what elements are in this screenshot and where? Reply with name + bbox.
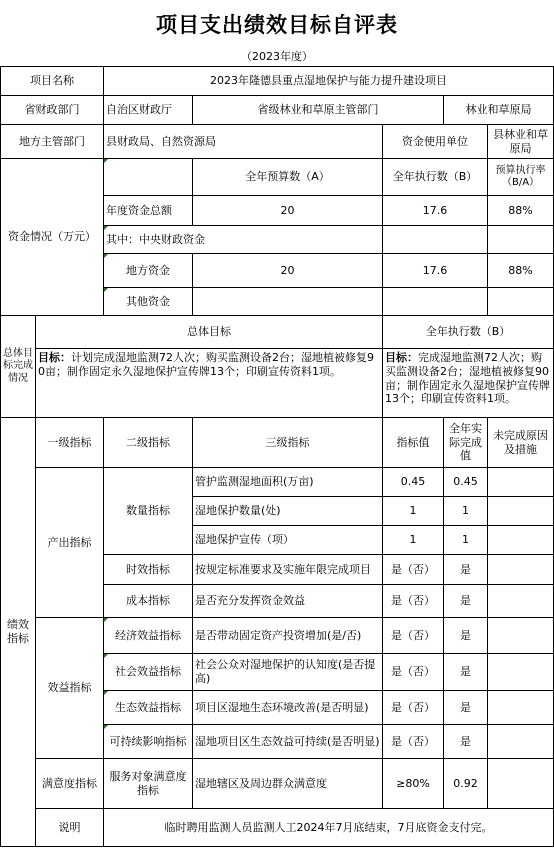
indicator-reason [488, 526, 554, 555]
goal-target-text [36, 349, 383, 418]
goal-exec-body: 完成湿地监测72人次；购买监测设备2台；湿地植被修复90亩；制作固定永久湿地保护宣传牌13个；印刷宣传资料1项。 [385, 351, 550, 406]
note-label: 说明 [36, 809, 104, 847]
goal-col-target: 总体目标 [36, 316, 383, 349]
indicator-reason [488, 725, 554, 759]
form-year: （2023年度） [241, 50, 313, 63]
indicator-reason [488, 585, 554, 618]
satisfaction-sub-label: 服务对象满意度指标 [104, 759, 193, 809]
goal-exec-prefix: 目标： [385, 351, 418, 364]
indicator-reason [488, 759, 554, 809]
funds-row-budget: 20 [193, 196, 383, 226]
goal-exec-text [383, 349, 554, 418]
local-dept-label: 地方主管部门 [1, 125, 104, 159]
provincial-dept-label: 省级林业和草原主管部门 [193, 96, 444, 125]
funds-label: 资金情况（万元） [1, 159, 104, 316]
cost-indicator-label: 成本指标 [104, 585, 193, 618]
indicator-name: 是否带动固定资产投资增加(是/否) [193, 618, 383, 654]
benefit-sub-label: 经济效益指标 [104, 618, 193, 654]
indicator-name: 湿地保护宣传（项） [193, 526, 383, 555]
header-reason: 未完成原因及措施 [488, 418, 554, 468]
funds-row-name: 年度资金总额 [104, 196, 193, 226]
funds-row-name: 地方资金 [104, 254, 193, 288]
project-name-label: 项目名称 [1, 67, 104, 96]
funds-row-exec [383, 288, 488, 316]
indicator-name: 社会公众对湿地保护的认知度(是否提高) [193, 654, 383, 691]
goal-target-prefix: 目标： [38, 351, 71, 364]
funds-row-name: 其中：中央财政资金 [104, 226, 383, 254]
indicator-actual: 0.45 [444, 468, 488, 497]
indicator-actual: 是 [444, 691, 488, 725]
goal-label: 总体目标完成情况 [1, 316, 36, 418]
header-level2: 二级指标 [104, 418, 193, 468]
header-level1: 一级指标 [36, 418, 104, 468]
indicator-name: 项目区湿地生态环境改善(是否明显) [193, 691, 383, 725]
funds-row-rate: 88% [488, 196, 554, 226]
funds-row-rate [488, 226, 554, 254]
funds-row-rate [488, 288, 554, 316]
funds-row-exec [383, 226, 488, 254]
quantity-indicator-label: 数量指标 [104, 468, 193, 555]
goal-target-body: 计划完成湿地监测72人次；购买监测设备2台；湿地植被修复90亩；制作固定永久湿地保护宣传牌13个；印刷宣传资料1项。 [38, 351, 374, 378]
funds-row-budget [193, 288, 383, 316]
indicator-name: 湿地保护数量(处) [193, 497, 383, 526]
indicator-actual: 1 [444, 526, 488, 555]
indicator-name: 湿地项目区生态效益可持续(是否明显) [193, 725, 383, 759]
indicator-actual: 1 [444, 497, 488, 526]
indicator-value: 是（否） [383, 725, 444, 759]
indicator-actual: 是 [444, 725, 488, 759]
project-name-value: 2023年隆德县重点湿地保护与能力提升建设项目 [104, 67, 554, 96]
indicator-name: 湿地辖区及周边群众满意度 [193, 759, 383, 809]
note-text: 临时聘用监测人员监测人工2024年7月底结束，7月底资金支付完。 [104, 809, 554, 847]
indicator-value: 1 [383, 497, 444, 526]
indicator-value: 是（否） [383, 691, 444, 725]
funds-row-budget: 20 [193, 254, 383, 288]
indicator-actual: 是 [444, 654, 488, 691]
indicator-name: 是否充分发挥资金效益 [193, 585, 383, 618]
provincial-dept-value: 林业和草原局 [444, 96, 554, 125]
fund-user-label: 资金使用单位 [383, 125, 488, 159]
funds-row-rate: 88% [488, 254, 554, 288]
header-level3: 三级指标 [193, 418, 383, 468]
form-title: 项目支出绩效目标自评表 [156, 13, 398, 37]
benefit-sub-label: 社会效益指标 [104, 654, 193, 691]
funds-header-blank [104, 159, 193, 196]
benefit-sub-label: 可持续影响指标 [104, 725, 193, 759]
indicators-label: 绩效指标 [1, 418, 36, 847]
indicator-reason [488, 691, 554, 725]
funds-col-exec: 全年执行数（B） [383, 159, 488, 196]
goal-col-exec: 全年执行数（B） [383, 316, 554, 349]
benefit-indicator-label: 效益指标 [36, 618, 104, 759]
indicator-reason [488, 618, 554, 654]
indicator-reason [488, 468, 554, 497]
indicator-value: 0.45 [383, 468, 444, 497]
indicator-actual: 0.92 [444, 759, 488, 809]
indicator-value: 是（否） [383, 555, 444, 585]
header-value: 指标值 [383, 418, 444, 468]
funds-row-exec: 17.6 [383, 254, 488, 288]
indicator-value: 是（否） [383, 654, 444, 691]
provincial-finance-value: 自治区财政厅 [104, 96, 193, 125]
self-evaluation-table [0, 66, 554, 847]
indicator-reason [488, 555, 554, 585]
indicator-actual: 是 [444, 555, 488, 585]
output-indicator-label: 产出指标 [36, 468, 104, 618]
funds-row-name: 其他资金 [104, 288, 193, 316]
indicator-actual: 是 [444, 585, 488, 618]
indicator-value: 1 [383, 526, 444, 555]
satisfaction-indicator-label: 满意度指标 [36, 759, 104, 809]
indicator-value: 是（否） [383, 585, 444, 618]
timeliness-indicator-label: 时效指标 [104, 555, 193, 585]
indicator-name: 管护监测湿地面积(万亩) [193, 468, 383, 497]
indicator-actual: 是 [444, 618, 488, 654]
header-actual: 全年实际完成值 [444, 418, 488, 468]
indicator-value: ≥80% [383, 759, 444, 809]
indicator-reason [488, 497, 554, 526]
indicator-value: 是（否） [383, 618, 444, 654]
benefit-sub-label: 生态效益指标 [104, 691, 193, 725]
fund-user-value: 县林业和草原局 [488, 125, 554, 159]
local-dept-value: 县财政局、自然资源局 [104, 125, 383, 159]
funds-row-exec: 17.6 [383, 196, 488, 226]
funds-col-budget: 全年预算数（A） [193, 159, 383, 196]
indicator-reason [488, 654, 554, 691]
funds-col-rate: 预算执行率（B/A） [488, 159, 554, 196]
provincial-finance-label: 省财政部门 [1, 96, 104, 125]
indicator-name: 按规定标准要求及实施年限完成项目 [193, 555, 383, 585]
